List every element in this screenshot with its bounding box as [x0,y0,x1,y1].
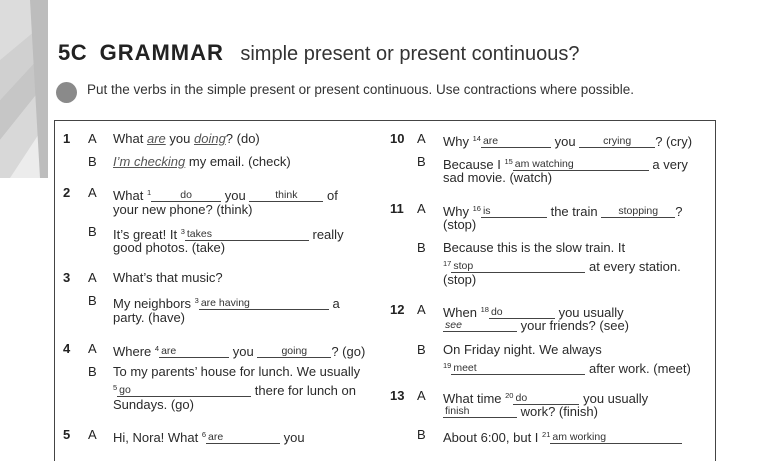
answer-blank[interactable]: do [489,307,555,319]
q11-line-b3: (stop) [443,272,477,287]
q12-line-b: On Friday night. We always [443,342,602,357]
speaker-label: B [417,342,426,357]
answer-blank[interactable]: are [206,432,280,444]
question-number: 4 [63,341,71,356]
speaker-label: A [417,131,426,146]
question-number: 10 [390,131,405,146]
example-answer: doing [193,131,226,146]
answer-blank[interactable]: crying [579,136,655,148]
question-number: 13 [390,388,405,403]
answer-blank[interactable]: are having [199,298,329,310]
q11-line-a2: (stop) [443,217,477,232]
q2-line-a: What $^1$ do you think of [113,188,338,203]
answer-blank[interactable]: go [117,385,251,397]
q12-line-b2: $^{19}$ meet after work. (meet) [443,361,691,376]
speaker-label: B [88,293,97,308]
page-title [58,40,579,66]
question-number: 12 [390,302,405,317]
q13-line-a2: finish work? (finish) [445,404,598,419]
q1-line-b: I’m checking my email. (check) [113,154,291,169]
q4-line-a: Where $^4$ are you going ? (go) [113,344,366,359]
q3-line-b2: party. (have) [113,310,186,325]
answer-blank[interactable]: meet [451,363,585,375]
answer-blank[interactable]: stopping [601,206,675,218]
q2-line-b2: good photos. (take) [113,240,226,255]
answer-blank[interactable]: finish [443,406,517,418]
answer-blank[interactable]: think [249,190,323,202]
q11-line-b2: $^{17}$ stop at every station. [443,259,681,274]
speaker-label: B [88,364,97,379]
answer-blank[interactable]: do [151,190,221,202]
example-answer: I’m checking [113,154,186,169]
q3-line-a: What’s that music? [113,270,223,285]
q10-line-b2: sad movie. (watch) [443,170,553,185]
q2-line-a2: your new phone? (think) [113,202,253,217]
q2-line-b: It’s great! It $^3$ takes really [113,227,344,242]
q11-line-a: Why $^{16}$ is the train stopping ? [443,204,683,219]
answer-blank[interactable]: takes [185,229,309,241]
section-subtitle: simple present or present continuous? [240,43,580,65]
speaker-label: B [417,240,426,255]
example-answer: are [146,131,166,146]
speaker-label: A [88,341,97,356]
speaker-label: A [417,302,426,317]
q12-line-a: When $^{18}$ do you usually [443,305,624,320]
answer-blank[interactable]: am working [550,432,682,444]
section-code: 5C [58,40,88,65]
bullet-icon [56,82,77,103]
answer-blank[interactable]: going [257,346,331,358]
answer-blank[interactable]: are [481,136,551,148]
speaker-label: A [88,427,97,442]
speaker-label: B [417,154,426,169]
q10-line-b: Because I $^{15}$ am watching a very [443,157,688,172]
q5-line-a: Hi, Nora! What $^6$ are you [113,430,305,445]
answer-blank[interactable]: stop [451,261,585,273]
speaker-label: B [417,427,426,442]
q3-line-b: My neighbors $^3$ are having a [113,296,340,311]
question-number: 2 [63,185,71,200]
section-title: GRAMMAR [99,40,224,65]
question-number: 1 [63,131,71,146]
q13-line-a: What time $^{20}$ do you usually [443,391,649,406]
answer-blank[interactable]: do [513,393,579,405]
answer-blank[interactable]: see [443,320,517,332]
decorative-corner-graphic [0,0,48,178]
speaker-label: A [88,270,97,285]
q12-line-a2: see your friends? (see) [445,318,630,333]
speaker-label: A [88,131,97,146]
q10-line-a: Why $^{14}$ are you crying ? (cry) [443,134,693,149]
q4-line-b3: Sundays. (go) [113,397,194,412]
q1-line-a: What are you doing? (do) [113,131,260,146]
q4-line-b: To my parents’ house for lunch. We usually [113,364,361,379]
q11-line-b: Because this is the slow train. It [443,240,626,255]
answer-blank[interactable]: is [481,206,547,218]
q4-line-b2: $^5$ go there for lunch on [113,383,356,398]
instructions: Put the verbs in the simple present or present continuous. Use contractions where possible. [87,82,635,97]
q13-line-b: About 6:00, but I $^{21}$ am working [443,427,682,446]
speaker-label: A [417,388,426,403]
question-number: 5 [63,427,71,442]
question-number: 3 [63,270,71,285]
question-number: 11 [390,201,404,216]
answer-blank[interactable]: are [159,346,229,358]
speaker-label: A [417,201,426,216]
speaker-label: A [88,185,97,200]
speaker-label: B [88,154,97,169]
speaker-label: B [88,224,97,239]
answer-blank[interactable]: am watching [513,159,649,171]
